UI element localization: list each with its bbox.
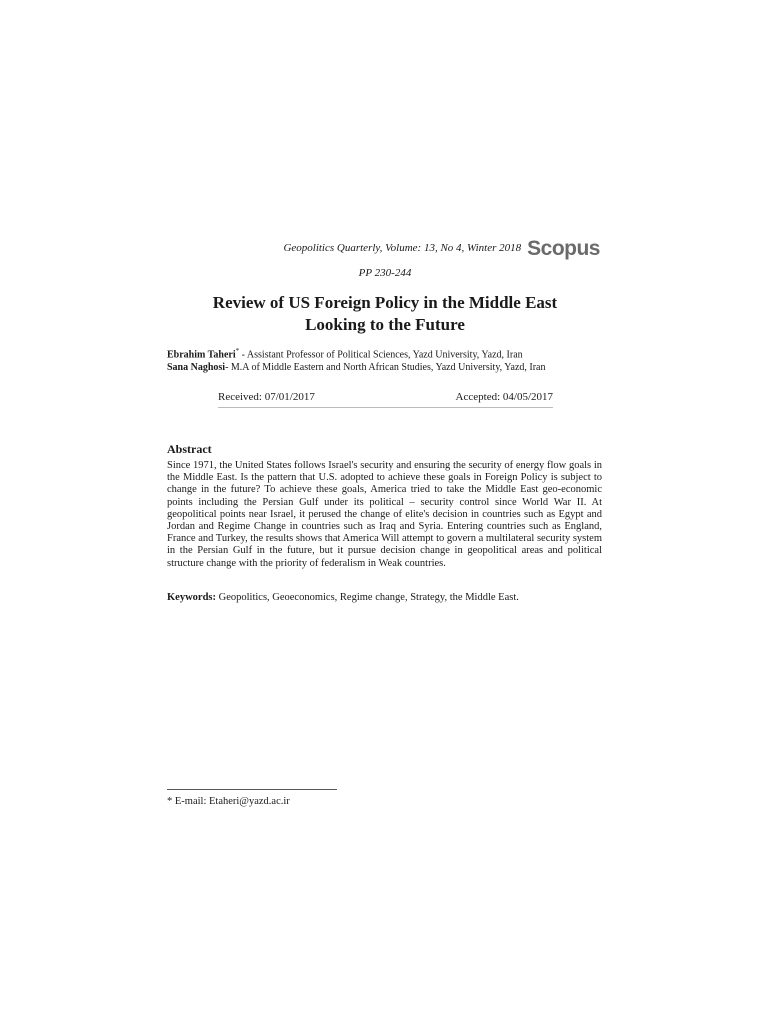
received-date: Received: 07/01/2017 [218,391,315,403]
keywords-text: Geopolitics, Geoeconomics, Regime change, Strategy, the Middle East. [216,592,519,603]
author-1-affiliation: - Assistant Professor of Political Sciences, Yazd University, Yazd, Iran [239,349,523,361]
journal-header [200,236,600,260]
abstract-heading: Abstract [167,442,212,456]
dates-row [218,391,553,408]
accepted-date: Accepted: 04/05/2017 [455,391,553,403]
author-2 [167,362,607,373]
title-line-2: Looking to the Future [305,315,465,334]
author-2-name: Sana Naghosi [167,362,226,373]
scopus-logo: Scopus [527,236,600,260]
author-1-name: Ebrahim Taheri [167,349,236,361]
footnote-email: * E-mail: Etaheri@yazd.ac.ir [167,796,290,807]
keywords-label: Keywords: [167,592,216,603]
author-1 [167,347,607,360]
title-line-1: Review of US Foreign Policy in the Middle East [212,293,558,312]
paper-title [140,292,630,336]
footnote-divider [167,789,337,790]
page-range: PP 230-244 [358,267,412,279]
author-2-affiliation: - M.A of Middle Eastern and North African Studies, Yazd University, Yazd, Iran [225,362,546,373]
keywords [167,592,602,603]
journal-info: Geopolitics Quarterly, Volume: 13, No 4, Winter 2018 [283,242,522,254]
abstract-body: Since 1971, the United States follows Israel's security and ensuring the security of energy flow goals in the Middle East. Is the pattern that U.S. adopted to achieve these goals in Foreign Policy is subject to change in the future? To achieve these goals, America tried to take the Middle East geo-economic points including the Persian Gulf under its political – security control since World War II. At geopolitical points near Israel, it perused the change of elite's decision in countries such as Egypt and Jordan and Regime Change in countries such as Iraq and Syria. Entering countries such as England, France and Turkey, the results shows that America Will attempt to govern a multilateral security system in the Persian Gulf in the future, but it pursue decision change in geopolitical areas and political structure change with the priority of federalism in Weak countries. [167,460,602,569]
author-1-marker: * [235,347,240,355]
